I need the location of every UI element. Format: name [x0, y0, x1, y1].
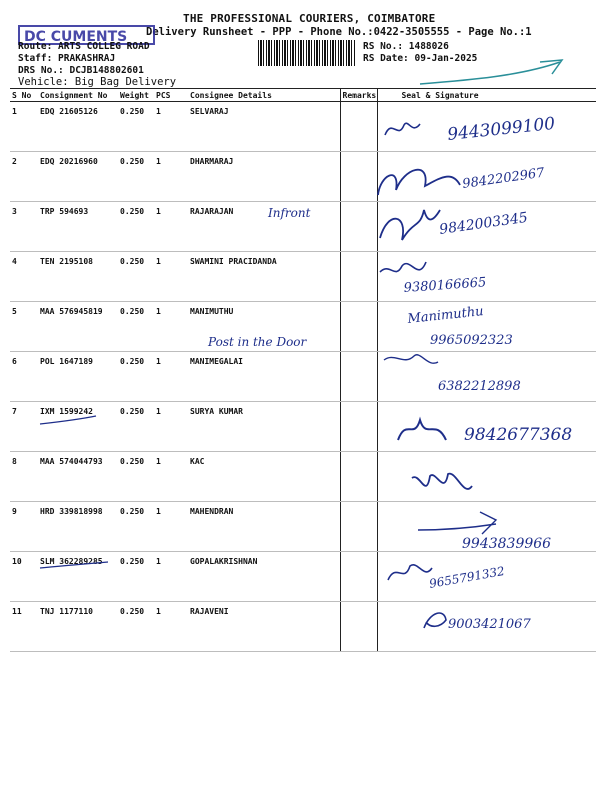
row-weight: 0.250 [118, 302, 154, 352]
row-sno: 5 [10, 302, 38, 352]
row-sno: 8 [10, 452, 38, 502]
row-sno: 4 [10, 252, 38, 302]
col-sno: S No [10, 89, 38, 102]
row-consignee: KAC [188, 452, 340, 502]
row-signature-cell [377, 202, 596, 252]
row-signature-cell [377, 102, 596, 152]
row-pcs: 1 [154, 452, 188, 502]
row-consignee: RAJAVENI [188, 602, 340, 652]
runsheet-subtitle: Delivery Runsheet - PPP - Phone No.:0422-3505555 - Page No.:1 [146, 26, 532, 38]
row-pcs: 1 [154, 202, 188, 252]
row-remarks [340, 352, 377, 402]
row-sno: 9 [10, 502, 38, 552]
row-consignment-no: SLM 362289285 [38, 552, 118, 602]
row-signature-cell [377, 252, 596, 302]
row-pcs: 1 [154, 352, 188, 402]
row-consignment-no: TRP 594693 [38, 202, 118, 252]
row-signature-cell [377, 352, 596, 402]
barcode [258, 40, 355, 66]
row-weight: 0.250 [118, 352, 154, 402]
row-consignment-no: EDQ 21605126 [38, 102, 118, 152]
row-weight: 0.250 [118, 152, 154, 202]
handwritten-phone-9: 9943839966 [462, 536, 552, 552]
row-remarks [340, 302, 377, 352]
col-pcs: PCS [154, 89, 188, 102]
table-row [10, 302, 596, 352]
handwritten-phone-5: 9965092323 [430, 333, 513, 348]
row-remarks [340, 502, 377, 552]
row-sno: 3 [10, 202, 38, 252]
row-consignee: SURYA KUMAR [188, 402, 340, 452]
vehicle-label: Vehicle: Big Bag Delivery [18, 76, 177, 88]
table-row [10, 602, 596, 652]
row-remarks [340, 152, 377, 202]
row-signature-cell [377, 602, 596, 652]
row-weight: 0.250 [118, 502, 154, 552]
table-row [10, 402, 596, 452]
row-consignee: SWAMINI PRACIDANDA [188, 252, 340, 302]
rs-date: RS Date: 09-Jan-2025 [363, 53, 478, 64]
row-sno: 10 [10, 552, 38, 602]
row-signature-cell [377, 402, 596, 452]
table-row [10, 202, 596, 252]
row-weight: 0.250 [118, 252, 154, 302]
row-signature-cell [377, 552, 596, 602]
row-sno: 2 [10, 152, 38, 202]
row-consignee: DHARMARAJ [188, 152, 340, 202]
row-consignment-no: MAA 574044793 [38, 452, 118, 502]
col-weight: Weight [118, 89, 154, 102]
col-consignment: Consignment No [38, 89, 118, 102]
rs-number: RS No.: 1488026 [363, 41, 449, 52]
row-signature-cell [377, 452, 596, 502]
row-consignee: MANIMUTHU [188, 302, 340, 352]
row-remarks [340, 252, 377, 302]
row-remarks [340, 202, 377, 252]
table-row [10, 152, 596, 202]
row-consignment-no: TEN 2195108 [38, 252, 118, 302]
row-consignment-no: EDQ 20216960 [38, 152, 118, 202]
row-remarks [340, 552, 377, 602]
row-consignee: MAHENDRAN [188, 502, 340, 552]
handwritten-phone-2: 9842202967 [461, 165, 546, 192]
drs-number: DRS No.: DCJB148802601 [18, 65, 144, 76]
row-weight: 0.250 [118, 102, 154, 152]
row-pcs: 1 [154, 102, 188, 152]
table-row [10, 552, 596, 602]
row-consignee: MANIMEGALAI [188, 352, 340, 402]
row-weight: 0.250 [118, 402, 154, 452]
row-consignee: RAJARAJAN [188, 202, 340, 252]
col-remarks: Remarks [340, 89, 377, 102]
row-remarks [340, 102, 377, 152]
row-consignment-no: IXM 1599242 [38, 402, 118, 452]
handwritten-phone-6: 6382212898 [438, 379, 521, 394]
staff-label: Staff: PRAKASHRAJ [18, 53, 116, 64]
row-sno: 7 [10, 402, 38, 452]
handwritten-name-5: Manimuthu [406, 304, 485, 327]
table-row [10, 252, 596, 302]
row-pcs: 1 [154, 502, 188, 552]
row-weight: 0.250 [118, 552, 154, 602]
route-label: Route: ARTS COLLEG ROAD [18, 41, 150, 52]
handwritten-remark-3: Infront [268, 206, 311, 220]
col-consignee: Consignee Details [188, 89, 340, 102]
row-remarks [340, 602, 377, 652]
table-row [10, 102, 596, 152]
handwritten-phone-3: 9842003345 [438, 209, 529, 238]
row-signature-cell [377, 152, 596, 202]
row-signature-cell [377, 302, 596, 352]
row-remarks [340, 402, 377, 452]
handwritten-phone-11: 9003421067 [448, 617, 531, 632]
row-pcs: 1 [154, 152, 188, 202]
handwritten-phone-1: 9443099100 [446, 113, 557, 145]
row-weight: 0.250 [118, 452, 154, 502]
handwritten-remark-5: Post in the Door [208, 335, 307, 349]
row-consignment-no: MAA 576945819 [38, 302, 118, 352]
row-consignee: GOPALAKRISHNAN [188, 552, 340, 602]
handwritten-phone-4: 9380166665 [403, 275, 487, 296]
table-row [10, 502, 596, 552]
handwritten-phone-10: 9655791332 [428, 563, 506, 591]
col-signature: Seal & Signature [377, 89, 596, 102]
table-row [10, 352, 596, 402]
table-row [10, 452, 596, 502]
row-consignment-no: HRD 339818998 [38, 502, 118, 552]
row-remarks [340, 452, 377, 502]
documents-stamp: DC CUMENTS [18, 25, 155, 45]
row-consignee: SELVARAJ [188, 102, 340, 152]
row-pcs: 1 [154, 602, 188, 652]
row-consignment-no: TNJ 1177110 [38, 602, 118, 652]
row-signature-cell [377, 502, 596, 552]
row-sno: 1 [10, 102, 38, 152]
row-sno: 11 [10, 602, 38, 652]
company-title: THE PROFESSIONAL COURIERS, COIMBATORE [183, 12, 436, 25]
row-consignment-no: POL 1647189 [38, 352, 118, 402]
row-pcs: 1 [154, 552, 188, 602]
row-weight: 0.250 [118, 602, 154, 652]
row-pcs: 1 [154, 302, 188, 352]
row-sno: 6 [10, 352, 38, 402]
runsheet-table [10, 88, 596, 652]
row-weight: 0.250 [118, 202, 154, 252]
row-pcs: 1 [154, 402, 188, 452]
handwritten-phone-7: 9842677368 [464, 425, 573, 445]
row-pcs: 1 [154, 252, 188, 302]
table-header-row [10, 89, 596, 102]
